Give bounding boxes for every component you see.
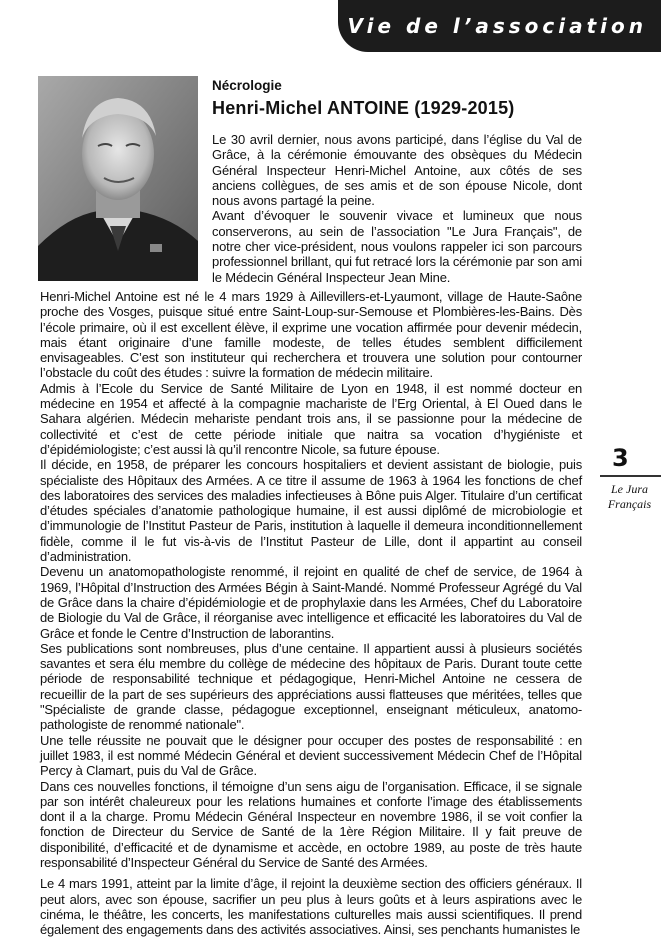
journal-name-line: Français xyxy=(607,497,652,511)
portrait-photo xyxy=(38,76,198,281)
page-divider xyxy=(600,475,661,477)
body-paragraph: Henri-Michel Antoine est né le 4 mars 1929 à Aillevillers-et-Lyaumont, village de Haute-Saône proche des Vosges, puisque situé entre Saint-Loup-sur-Semouse et Plombières-les-Bains. Dès l’école primaire, où il est excellent élève, il exprime une vocation affirmée pour devenir médecin, mais étant originaire d’une famille modeste, de telles études semblent difficilement envisageables. C’est son instituteur qui recherchera et trouvera une solution pour contourner l’obstacle du coût des études : suivre la formation de médecin militaire. xyxy=(40,289,582,381)
intro-paragraph: Avant d’évoquer le souvenir vivace et lumineux que nous conserverons, au sein de l’association "Le Jura Français", de notre cher vice-président, nous voulons rappeler ici son parcours professionnel brillant, qui fut retracé lors la cérémonie par son ami le Médecin Général Inspecteur Jean Mine. xyxy=(212,208,582,285)
portrait-image xyxy=(38,76,198,281)
intro-text xyxy=(212,132,582,285)
body-paragraph: Admis à l’Ecole du Service de Santé Militaire de Lyon en 1948, il est nommé docteur en médecine en 1954 et affecté à la compagnie machariste de l’Erg Oriental, à El Oued dans le Sahara algérien. Médecin mehariste pendant trois ans, il se passionne pour la médecine de collectivité et c’est de cette période initiale que naitra sa vocation d’hygiéniste et d’épidémiologiste; c’est aussi là qu’il rencontre Nicole, sa future épouse. xyxy=(40,380,582,457)
section-header: Vie de l’association xyxy=(338,0,661,52)
body-paragraph: Ses publications sont nombreuses, plus d’une centaine. Il appartient aussi à plusieurs sociétés savantes et sera élu membre du collège de médecine des hôpitaux de Paris. Durant toute cette période de responsabilité technique et pédagogique, Henri-Michel Antoine ne cessera de recueillir de la part de ses supérieurs des appréciations aussi flatteuses que méritées, telles que "Spécialiste de grande classe, pédagogue exceptionnel, enseignant méticuleux, anatomo-pathologiste de renommé nationale". xyxy=(40,640,582,733)
body-paragraph: Dans ces nouvelles fonctions, il témoigne d’un sens aigu de l’organisation. Efficace, il se signale par son intérêt chaleureux pour les relations humaines et conforte l’image des établissements dont il a la charge. Promu Médecin Général Inspecteur en novembre 1986, il se voit confier la fonction de Directeur du Service de Santé de la 1ère Région Militaire. Il y fait preuve de disponibilité, d’efficacité et de dynamisme et accède, en octobre 1989, au poste de très haute responsabilité d’Inspecteur Général du Service de Santé des Armées. xyxy=(40,778,582,870)
article-title: Henri-Michel ANTOINE (1929-2015) xyxy=(212,98,515,118)
journal-name xyxy=(598,482,661,512)
page-number: 3 xyxy=(612,444,629,472)
article-body xyxy=(40,289,582,937)
body-paragraph: Une telle réussite ne pouvait que le désigner pour occuper des postes de responsabilité : en juillet 1983, il est nommé Médecin Général et devient successivement Médecin Chef de l’Hôpital Percy à Clamart, puis du Val de Grâce. xyxy=(40,732,582,779)
section-label: Nécrologie xyxy=(212,78,282,93)
body-paragraph: Le 4 mars 1991, atteint par la limite d’âge, il rejoint la deuxième section des officiers généraux. Il peut alors, avec son épouse, sacrifier un peu plus à leurs goûts et à leurs aspirations avec le cinéma, le théâtre, les concerts, les manifestations culturelles mais aussi scientifiques. Il prend également des engagements dans des activités associatives. Ainsi, ses penchants humanistes le xyxy=(40,876,582,937)
intro-paragraph: Le 30 avril dernier, nous avons participé, dans l’église du Val de Grâce, à la cérémonie émouvante des obsèques du Médecin Général Inspecteur Henri-Michel Antoine, aux côtés de ses anciens collègues, de ses amis et de son épouse Nicole, dont nous avons partagé la peine. xyxy=(212,132,582,209)
journal-name-line: Le Jura xyxy=(611,482,648,496)
body-paragraph: Devenu un anatomopathologiste renommé, il rejoint en qualité de chef de service, de 1964 à 1969, l’Hôpital d’Instruction des Armées Bégin à Saint-Mandé. Nommé Professeur Agrégé du Val de Grâce dans la chaire d’épidémiologie et de prophylaxie dans les Armées, Chef du Laboratoire de Biologie du Val de Grâce, il réorganise avec intelligence et efficacité les laboratoires du Val de Grâce et fonde le Centre d’Instruction de laborantins. xyxy=(40,564,582,641)
body-paragraph: Il décide, en 1958, de préparer les concours hospitaliers et devient assistant de biologie, puis spécialiste des Hôpitaux des Armées. A ce titre il assume de 1963 à 1964 les fonctions de chef des laboratoires des services des maladies infectieuses à Bône puis Alger. Titulaire d’un certificat d’études spéciales d’anatomie pathologique humaine, il est aussi diplômé de microbiologie et d’immunologie de l’Institut Pasteur de Paris, institution à laquelle il demeura inconditionnellement fidèle, comme il le fut vis-à-vis de l’Institut Pasteur de Lille, dont il appartint au conseil d’administration. xyxy=(40,457,582,565)
